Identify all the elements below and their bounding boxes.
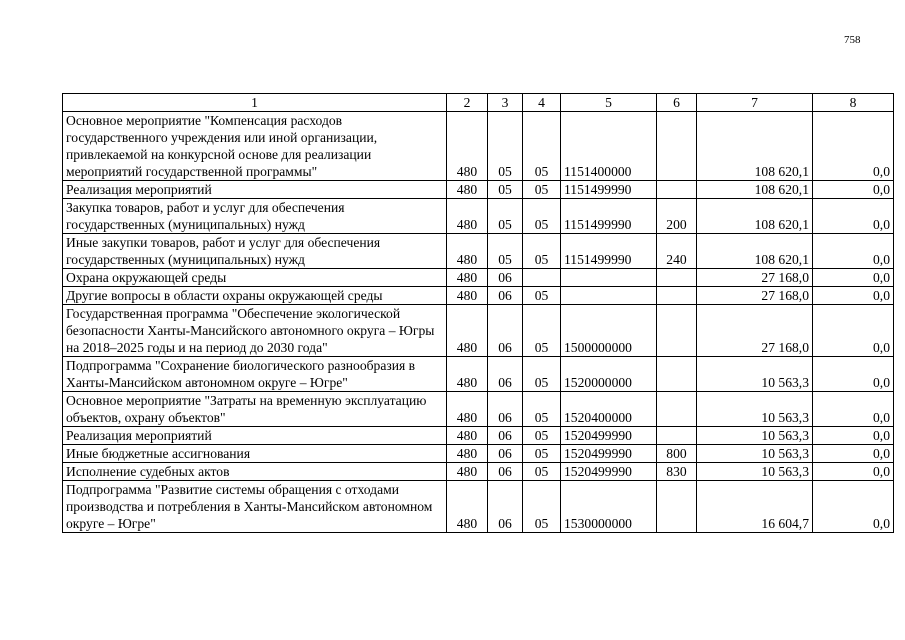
cell-amount: 27 168,0 bbox=[697, 287, 813, 305]
cell-code-target: 1520499990 bbox=[561, 463, 657, 481]
cell-amount-2: 0,0 bbox=[813, 392, 894, 427]
cell-code-target: 1500000000 bbox=[561, 305, 657, 357]
cell-amount-2: 0,0 bbox=[813, 181, 894, 199]
cell-amount-2: 0,0 bbox=[813, 199, 894, 234]
cell-code-section: 05 bbox=[488, 181, 523, 199]
table-row bbox=[63, 199, 894, 234]
cell-code-ministry: 480 bbox=[447, 463, 488, 481]
cell-code-expense-type bbox=[657, 392, 697, 427]
cell-code-target: 1520400000 bbox=[561, 392, 657, 427]
cell-code-section: 05 bbox=[488, 199, 523, 234]
cell-code-target bbox=[561, 287, 657, 305]
cell-code-ministry: 480 bbox=[447, 357, 488, 392]
cell-code-ministry: 480 bbox=[447, 287, 488, 305]
column-header-2: 2 bbox=[447, 94, 488, 112]
cell-code-ministry: 480 bbox=[447, 234, 488, 269]
cell-code-subsection: 05 bbox=[523, 463, 561, 481]
cell-code-expense-type bbox=[657, 112, 697, 181]
cell-code-expense-type: 240 bbox=[657, 234, 697, 269]
cell-amount-2: 0,0 bbox=[813, 287, 894, 305]
cell-code-subsection: 05 bbox=[523, 357, 561, 392]
cell-code-target: 1520000000 bbox=[561, 357, 657, 392]
cell-amount: 108 620,1 bbox=[697, 181, 813, 199]
cell-name: Иные бюджетные ассигнования bbox=[63, 445, 447, 463]
cell-name: Реализация мероприятий bbox=[63, 181, 447, 199]
column-header-3: 3 bbox=[488, 94, 523, 112]
column-header-5: 5 bbox=[561, 94, 657, 112]
table-row bbox=[63, 287, 894, 305]
cell-code-subsection bbox=[523, 269, 561, 287]
cell-code-ministry: 480 bbox=[447, 445, 488, 463]
table-row bbox=[63, 463, 894, 481]
table-row bbox=[63, 445, 894, 463]
column-header-7: 7 bbox=[697, 94, 813, 112]
cell-name: Другие вопросы в области охраны окружающей среды bbox=[63, 287, 447, 305]
cell-amount: 108 620,1 bbox=[697, 112, 813, 181]
cell-amount: 108 620,1 bbox=[697, 199, 813, 234]
cell-code-ministry: 480 bbox=[447, 181, 488, 199]
cell-name: Основное мероприятие "Затраты на временную эксплуатацию объектов, охрану объектов" bbox=[63, 392, 447, 427]
cell-code-target: 1151499990 bbox=[561, 234, 657, 269]
cell-code-expense-type bbox=[657, 181, 697, 199]
cell-code-target: 1151499990 bbox=[561, 181, 657, 199]
cell-code-section: 06 bbox=[488, 269, 523, 287]
cell-code-section: 05 bbox=[488, 112, 523, 181]
cell-amount: 10 563,3 bbox=[697, 445, 813, 463]
cell-code-section: 06 bbox=[488, 481, 523, 533]
header-row bbox=[63, 94, 894, 112]
cell-amount-2: 0,0 bbox=[813, 463, 894, 481]
cell-name: Исполнение судебных актов bbox=[63, 463, 447, 481]
cell-code-subsection: 05 bbox=[523, 427, 561, 445]
cell-amount: 27 168,0 bbox=[697, 305, 813, 357]
cell-name: Основное мероприятие "Компенсация расходов государственного учреждения или иной организации, привлекаемой на конкурсной основе для реализации мероприятий государственной программы" bbox=[63, 112, 447, 181]
cell-code-expense-type: 200 bbox=[657, 199, 697, 234]
cell-code-subsection: 05 bbox=[523, 305, 561, 357]
cell-amount: 10 563,3 bbox=[697, 392, 813, 427]
cell-code-subsection: 05 bbox=[523, 481, 561, 533]
cell-amount: 108 620,1 bbox=[697, 234, 813, 269]
cell-amount-2: 0,0 bbox=[813, 234, 894, 269]
cell-code-target: 1151499990 bbox=[561, 199, 657, 234]
cell-code-section: 06 bbox=[488, 392, 523, 427]
cell-code-expense-type: 830 bbox=[657, 463, 697, 481]
cell-code-ministry: 480 bbox=[447, 305, 488, 357]
cell-name: Подпрограмма "Сохранение биологического разнообразия в Ханты-Мансийском автономном округе – Югре" bbox=[63, 357, 447, 392]
cell-code-expense-type bbox=[657, 357, 697, 392]
cell-code-ministry: 480 bbox=[447, 481, 488, 533]
cell-code-target: 1151400000 bbox=[561, 112, 657, 181]
page-number: 758 bbox=[844, 34, 861, 46]
table-row bbox=[63, 181, 894, 199]
table-row bbox=[63, 481, 894, 533]
cell-code-ministry: 480 bbox=[447, 199, 488, 234]
cell-code-target: 1520499990 bbox=[561, 427, 657, 445]
cell-code-section: 06 bbox=[488, 357, 523, 392]
cell-name: Реализация мероприятий bbox=[63, 427, 447, 445]
cell-code-subsection: 05 bbox=[523, 234, 561, 269]
cell-name: Закупка товаров, работ и услуг для обеспечения государственных (муниципальных) нужд bbox=[63, 199, 447, 234]
cell-amount-2: 0,0 bbox=[813, 357, 894, 392]
table-row bbox=[63, 269, 894, 287]
cell-amount: 10 563,3 bbox=[697, 427, 813, 445]
cell-name: Охрана окружающей среды bbox=[63, 269, 447, 287]
cell-amount: 10 563,3 bbox=[697, 463, 813, 481]
cell-amount-2: 0,0 bbox=[813, 269, 894, 287]
column-header-4: 4 bbox=[523, 94, 561, 112]
cell-name: Подпрограмма "Развитие системы обращения с отходами производства и потребления в Ханты-Мансийском автономном округе – Югре" bbox=[63, 481, 447, 533]
table-row bbox=[63, 427, 894, 445]
cell-code-ministry: 480 bbox=[447, 269, 488, 287]
cell-code-target: 1520499990 bbox=[561, 445, 657, 463]
cell-code-expense-type bbox=[657, 287, 697, 305]
cell-name: Иные закупки товаров, работ и услуг для обеспечения государственных (муниципальных) нужд bbox=[63, 234, 447, 269]
cell-code-expense-type bbox=[657, 305, 697, 357]
table-row bbox=[63, 357, 894, 392]
column-header-1: 1 bbox=[63, 94, 447, 112]
cell-code-section: 06 bbox=[488, 427, 523, 445]
cell-amount-2: 0,0 bbox=[813, 427, 894, 445]
table-row bbox=[63, 305, 894, 357]
cell-code-section: 06 bbox=[488, 445, 523, 463]
cell-code-section: 05 bbox=[488, 234, 523, 269]
cell-code-subsection: 05 bbox=[523, 392, 561, 427]
cell-code-subsection: 05 bbox=[523, 445, 561, 463]
cell-code-expense-type bbox=[657, 269, 697, 287]
cell-name: Государственная программа "Обеспечение экологической безопасности Ханты-Мансийского автономного округа – Югры на 2018–2025 годы и на период до 2030 года" bbox=[63, 305, 447, 357]
cell-amount-2: 0,0 bbox=[813, 112, 894, 181]
cell-code-expense-type bbox=[657, 481, 697, 533]
cell-amount-2: 0,0 bbox=[813, 445, 894, 463]
table-row bbox=[63, 112, 894, 181]
cell-code-expense-type: 800 bbox=[657, 445, 697, 463]
cell-amount-2: 0,0 bbox=[813, 481, 894, 533]
cell-code-expense-type bbox=[657, 427, 697, 445]
cell-code-section: 06 bbox=[488, 305, 523, 357]
cell-amount: 16 604,7 bbox=[697, 481, 813, 533]
cell-amount: 10 563,3 bbox=[697, 357, 813, 392]
table-body bbox=[63, 112, 894, 533]
cell-code-section: 06 bbox=[488, 463, 523, 481]
cell-code-subsection: 05 bbox=[523, 287, 561, 305]
cell-code-subsection: 05 bbox=[523, 112, 561, 181]
cell-code-subsection: 05 bbox=[523, 181, 561, 199]
table-row bbox=[63, 234, 894, 269]
cell-code-ministry: 480 bbox=[447, 112, 488, 181]
cell-code-section: 06 bbox=[488, 287, 523, 305]
table-row bbox=[63, 392, 894, 427]
budget-table bbox=[62, 93, 894, 533]
cell-code-subsection: 05 bbox=[523, 199, 561, 234]
cell-code-target: 1530000000 bbox=[561, 481, 657, 533]
cell-code-ministry: 480 bbox=[447, 392, 488, 427]
column-header-8: 8 bbox=[813, 94, 894, 112]
cell-code-ministry: 480 bbox=[447, 427, 488, 445]
cell-amount: 27 168,0 bbox=[697, 269, 813, 287]
cell-code-target bbox=[561, 269, 657, 287]
cell-amount-2: 0,0 bbox=[813, 305, 894, 357]
column-header-6: 6 bbox=[657, 94, 697, 112]
